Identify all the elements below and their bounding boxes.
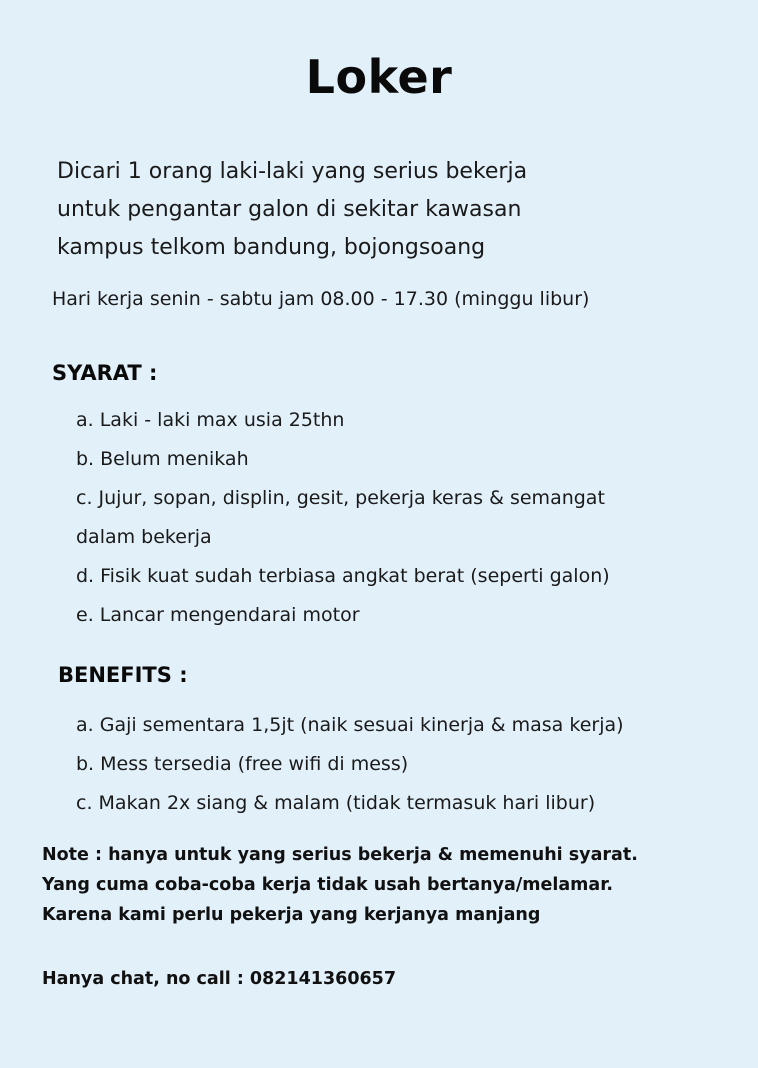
syarat-heading: SYARAT : — [52, 361, 158, 385]
intro-line: kampus telkom bandung, bojongsoang — [57, 235, 486, 260]
list-item: a. Laki - laki max usia 25thn — [76, 409, 345, 431]
list-item: c. Jujur, sopan, displin, gesit, pekerja keras & semangat — [76, 487, 605, 509]
contact-info: Hanya chat, no call : 082141360657 — [42, 969, 397, 989]
note-line: Yang cuma coba-coba kerja tidak usah bertanya/melamar. — [42, 875, 613, 895]
intro-line: untuk pengantar galon di sekitar kawasan — [57, 197, 522, 222]
note-line: Note : hanya untuk yang serius bekerja & memenuhi syarat. — [42, 845, 638, 865]
note-line: Karena kami perlu pekerja yang kerjanya manjang — [42, 905, 541, 925]
benefits-heading: BENEFITS : — [58, 663, 188, 687]
intro-paragraph — [57, 153, 677, 267]
list-item: d. Fisik kuat sudah terbiasa angkat berat (seperti galon) — [76, 565, 610, 587]
list-item: dalam bekerja — [76, 526, 212, 548]
page-title: Loker — [305, 50, 453, 104]
list-item: b. Mess tersedia (free wifi di mess) — [76, 753, 409, 775]
note-block — [42, 840, 638, 930]
benefits-list — [76, 706, 624, 823]
intro-line: Dicari 1 orang laki-laki yang serius bekerja — [57, 159, 528, 184]
list-item: a. Gaji sementara 1,5jt (naik sesuai kinerja & masa kerja) — [76, 714, 624, 736]
working-hours: Hari kerja senin - sabtu jam 08.00 - 17.30 (minggu libur) — [52, 288, 590, 310]
syarat-list — [76, 401, 610, 635]
list-item: b. Belum menikah — [76, 448, 249, 470]
list-item: e. Lancar mengendarai motor — [76, 604, 360, 626]
list-item: c. Makan 2x siang & malam (tidak termasuk hari libur) — [76, 792, 596, 814]
